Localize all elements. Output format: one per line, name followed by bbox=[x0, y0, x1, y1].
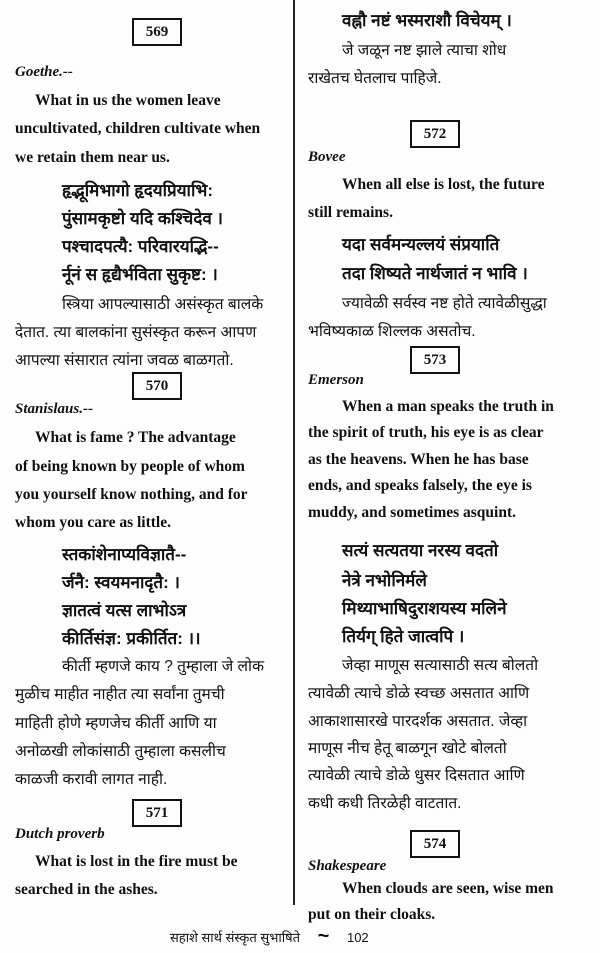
page-footer bbox=[170, 925, 369, 948]
quote-author: Shakespeare bbox=[308, 858, 387, 874]
english-quote-line: What is fame ? The advantage bbox=[35, 429, 236, 446]
english-quote-line: When all else is lost, the future bbox=[342, 176, 545, 193]
english-quote-line: muddy, and sometimes asquint. bbox=[308, 504, 517, 521]
marathi-translation-line: आकाशासारखे पारदर्शक असतात. जेव्हा bbox=[308, 713, 528, 730]
footer-ornament: ~ bbox=[317, 925, 330, 947]
entry-number-box: 574 bbox=[410, 830, 460, 858]
english-quote-line: When clouds are seen, wise men bbox=[342, 880, 554, 897]
entry-number-box: 571 bbox=[132, 799, 182, 827]
english-quote-line: What in us the women leave bbox=[35, 92, 221, 109]
sanskrit-verse-line: पश्चादपत्यै: परिवारयद्भि-- bbox=[62, 237, 219, 256]
entry-number-box: 572 bbox=[410, 120, 460, 148]
sanskrit-verse-line: यदा सर्वमन्यल्लयं संप्रयाति bbox=[342, 235, 500, 254]
marathi-translation-line: ज्यावेळी सर्वस्व नष्ट होते त्यावेळीसुद्धा bbox=[342, 295, 547, 312]
marathi-translation-line: भविष्यकाळ शिल्लक असतोच. bbox=[308, 323, 476, 340]
english-quote-line: ends, and speaks falsely, the eye is bbox=[308, 477, 532, 494]
marathi-translation-line: त्यावेळी त्याचे डोळे धुसर दिसतात आणि bbox=[308, 767, 525, 784]
marathi-translation-line: देतात. त्या बालकांना सुसंस्कृत करून आपण bbox=[15, 324, 257, 341]
english-quote-line: whom you care as little. bbox=[15, 514, 171, 531]
sanskrit-verse-line: वह्नौ नष्टं भस्मराशौ विचेयम् । bbox=[342, 11, 512, 30]
marathi-translation-line: मुळीच माहीत नाहीत त्या सर्वांना तुमची bbox=[15, 686, 225, 703]
entry-number-box: 570 bbox=[132, 372, 182, 400]
english-quote-line: as the heavens. When he has base bbox=[308, 451, 529, 468]
sanskrit-verse-line: हृद्भूमिभागो हृदयप्रियाभि: bbox=[62, 181, 213, 200]
entry-number-box: 569 bbox=[132, 18, 182, 46]
quote-author: Emerson bbox=[308, 372, 364, 388]
sanskrit-verse-line: पुंसामकृष्टो यदि कश्चिदेव । bbox=[62, 209, 223, 228]
marathi-translation-line: माहिती होणे म्हणजेच कीर्ती आणि या bbox=[15, 715, 217, 732]
sanskrit-verse-line: सत्यं सत्यतया नरस्य वदतो bbox=[342, 541, 499, 560]
english-quote-line: put on their cloaks. bbox=[308, 906, 436, 923]
marathi-translation-line: कधी कधी तिरळेही वाटतात. bbox=[308, 795, 462, 812]
sanskrit-verse-line: ज्ञातत्वं यत्स लाभोऽत्र bbox=[62, 601, 187, 620]
marathi-translation-line: आपल्या संसारात त्यांना जवळ बाळगतो. bbox=[15, 352, 234, 369]
quote-author: Dutch proverb bbox=[15, 826, 105, 842]
entry-number-box: 573 bbox=[410, 346, 460, 374]
english-quote-line: What is lost in the fire must be bbox=[35, 853, 238, 870]
marathi-translation-line: त्यावेळी त्याचे डोळे स्वच्छ असतात आणि bbox=[308, 685, 530, 702]
column-divider bbox=[293, 0, 295, 905]
page-number: 102 bbox=[346, 930, 369, 945]
marathi-translation-line: जेव्हा माणूस सत्यासाठी सत्य बोलतो bbox=[342, 657, 539, 674]
quote-author: Stanislaus.-- bbox=[15, 401, 93, 417]
marathi-translation-line: स्त्रिया आपल्यासाठी असंस्कृत बालके bbox=[62, 296, 264, 313]
english-quote-line: we retain them near us. bbox=[15, 149, 170, 166]
footer-title: सहाशे सार्थ संस्कृत सुभाषिते bbox=[170, 930, 301, 945]
english-quote-line: you yourself know nothing, and for bbox=[15, 486, 248, 503]
sanskrit-verse-line: मिथ्याभाषिदुराशयस्य मलिने bbox=[342, 599, 507, 618]
quote-author: Bovee bbox=[308, 149, 346, 165]
marathi-translation-line: अनोळखी लोकांसाठी तुम्हाला कसलीच bbox=[15, 743, 226, 760]
marathi-translation-line: राखेतच घेतलाच पाहिजे. bbox=[308, 70, 442, 87]
english-quote-line: still remains. bbox=[308, 204, 393, 221]
marathi-translation-line: माणूस नीच हेतू बाळगून खोटे बोलतो bbox=[308, 740, 507, 757]
sanskrit-verse-line: स्तकांशेनाप्यविज्ञातै-- bbox=[62, 545, 187, 564]
sanskrit-verse-line: तदा शिष्यते नार्थजातं न भावि । bbox=[342, 264, 528, 283]
english-quote-line: searched in the ashes. bbox=[15, 881, 158, 898]
sanskrit-verse-line: र्जनै: स्वयमनादृतै: । bbox=[62, 573, 180, 592]
english-quote-line: uncultivated, children cultivate when bbox=[15, 120, 261, 137]
sanskrit-verse-line: कीर्तिसंज्ञ: प्रकीर्तित: ।। bbox=[62, 629, 201, 648]
english-quote-line: of being known by people of whom bbox=[15, 458, 245, 475]
sanskrit-verse-line: तिर्यग् हिते जात्वपि । bbox=[342, 627, 465, 646]
marathi-translation-line: कीर्ती म्हणजे काय ? तुम्हाला जे लोक bbox=[62, 658, 264, 675]
sanskrit-verse-line: र्नूनं स हृद्यैर्भविता सुकृष्ट: । bbox=[62, 265, 218, 284]
quote-author: Goethe.-- bbox=[15, 64, 73, 80]
english-quote-line: When a man speaks the truth in bbox=[342, 398, 554, 415]
sanskrit-verse-line: नेत्रे नभोनिर्मले bbox=[342, 571, 427, 590]
marathi-translation-line: काळजी करावी लागत नाही. bbox=[15, 771, 168, 788]
english-quote-line: the spirit of truth, his eye is as clear bbox=[308, 424, 544, 441]
marathi-translation-line: जे जळून नष्ट झाले त्याचा शोध bbox=[342, 42, 507, 59]
